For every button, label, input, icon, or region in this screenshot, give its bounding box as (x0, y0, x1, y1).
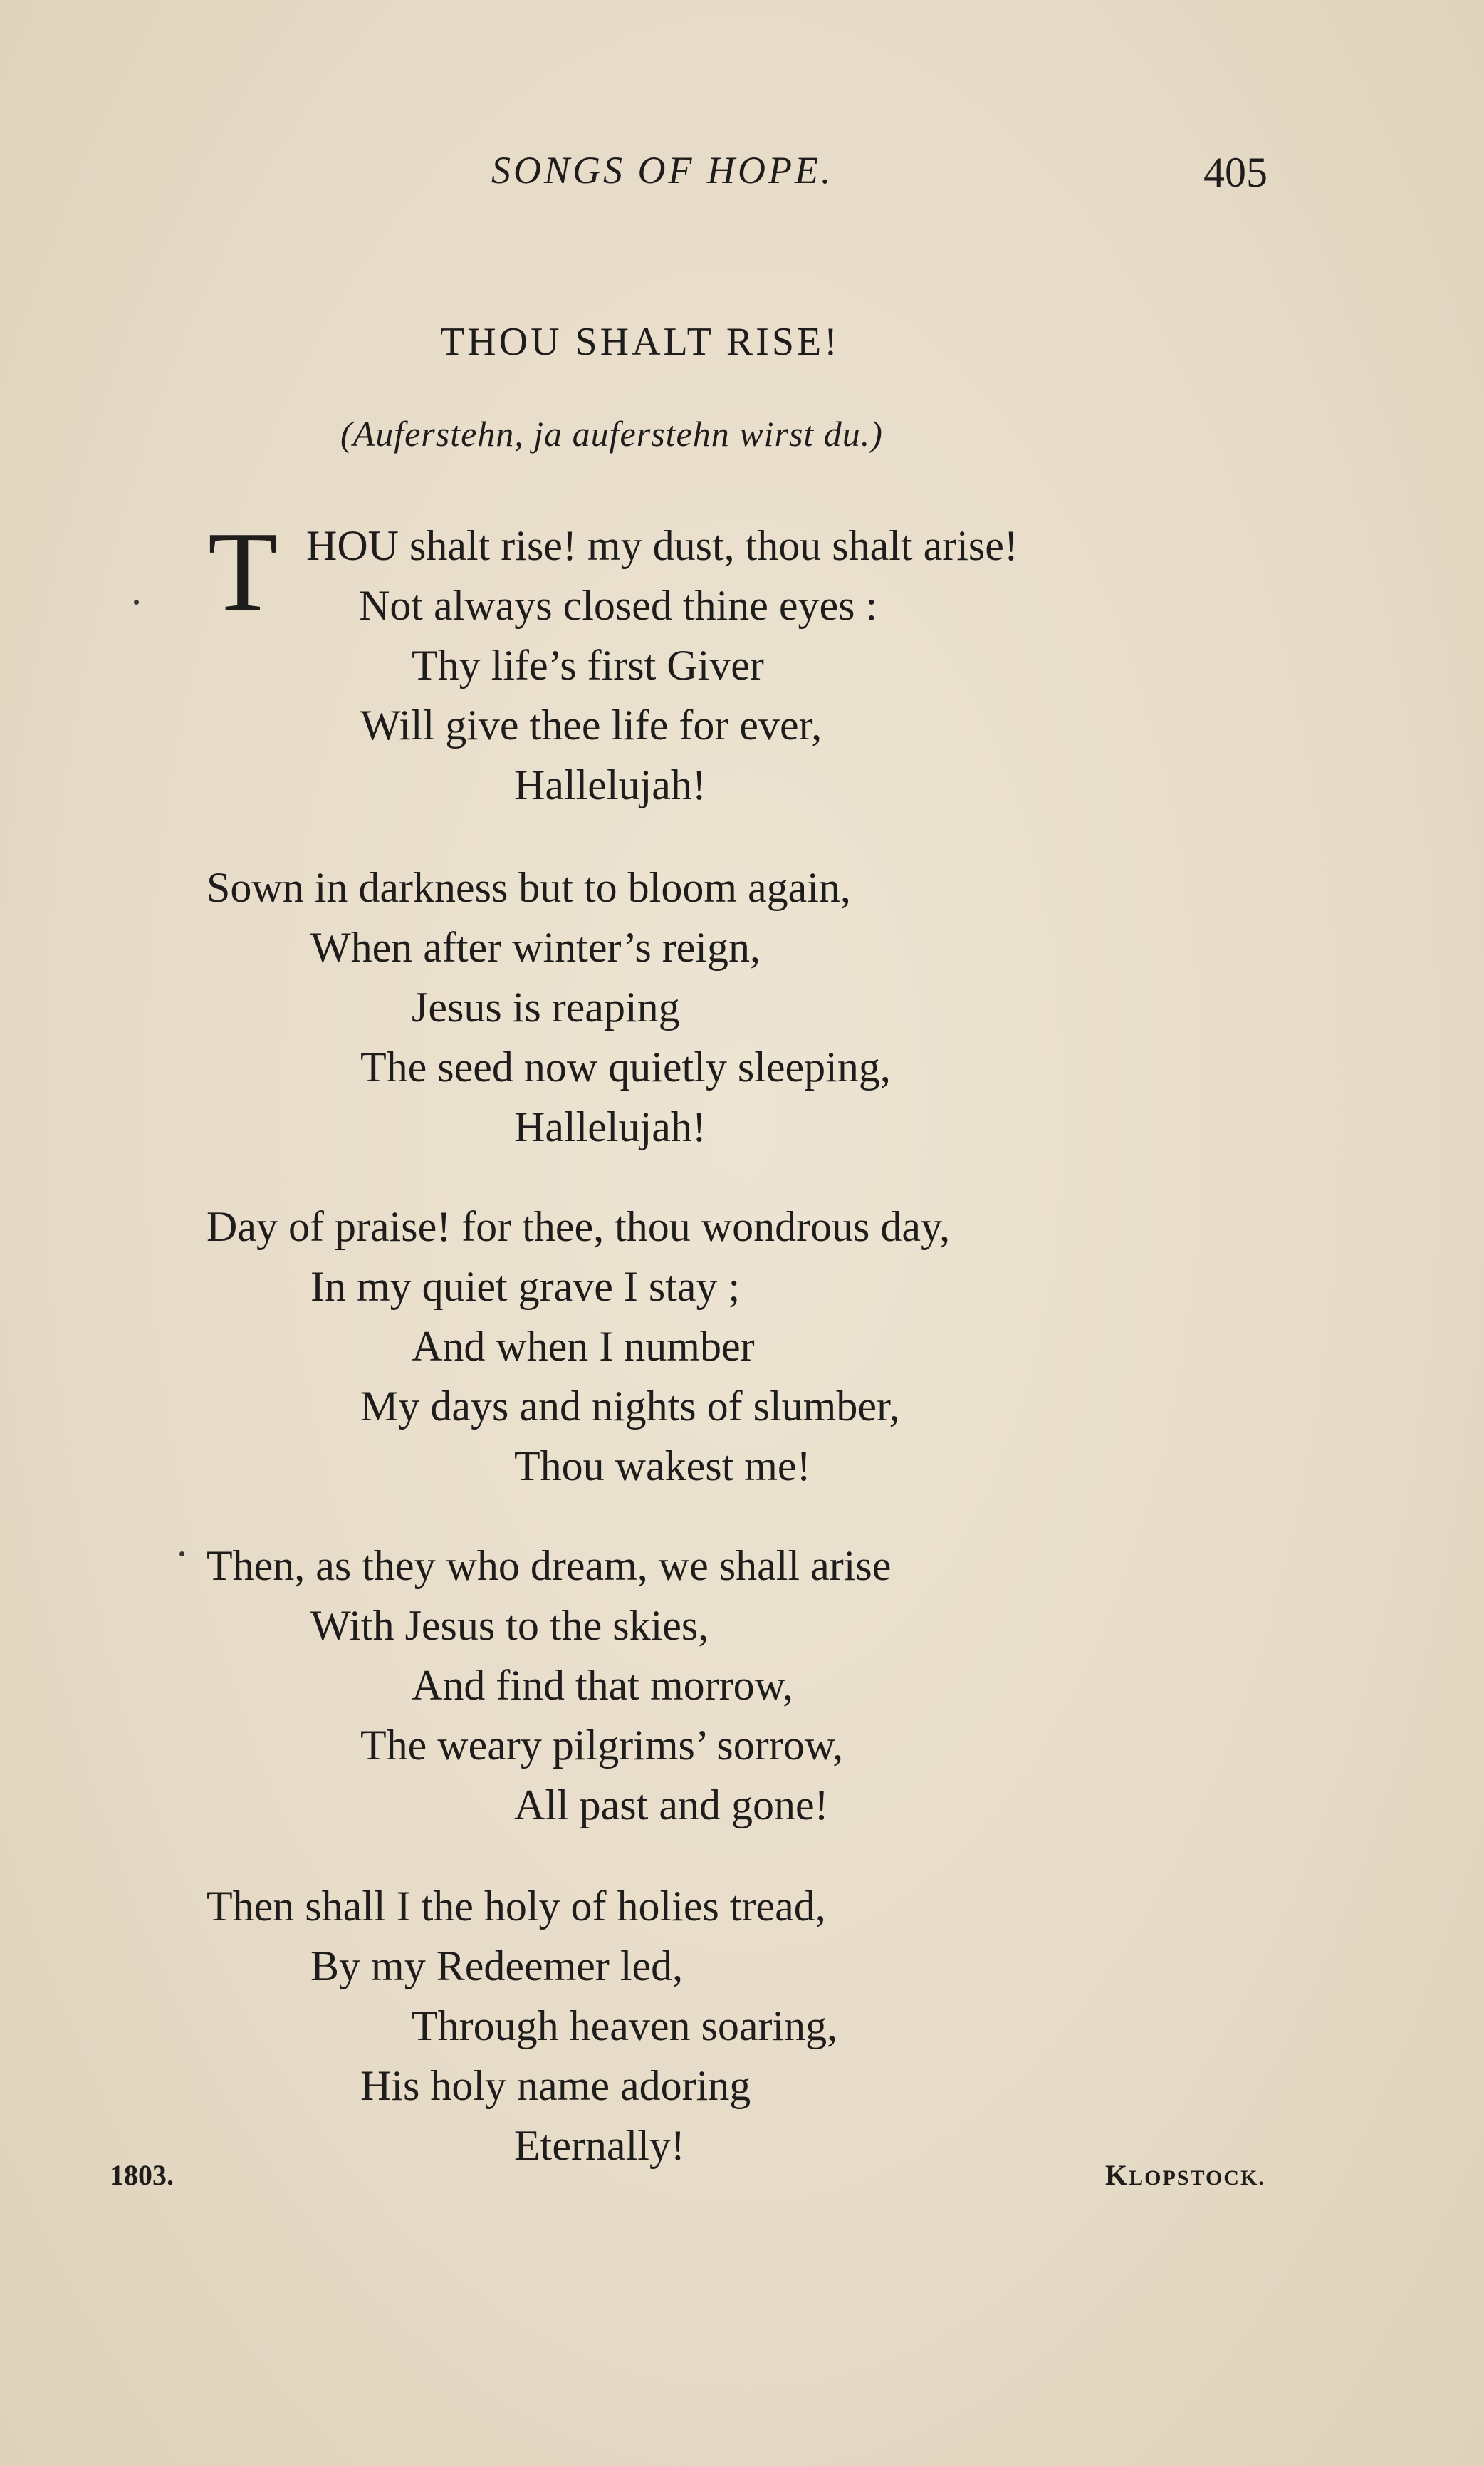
poem-line: Thy life’s first Giver (412, 642, 764, 689)
poem-line: Jesus is reaping (412, 984, 680, 1031)
poem-line: With Jesus to the skies, (310, 1602, 709, 1649)
drop-cap: T (208, 508, 278, 635)
poem-line: Then, as they who dream, we shall arise (207, 1542, 892, 1589)
poem-line: Eternally! (514, 2122, 685, 2169)
poem-title: THOU SHALT RISE! (440, 320, 840, 364)
poem-line: Hallelujah! (514, 1103, 706, 1150)
poem-line: Day of praise! for thee, thou wondrous day, (207, 1203, 951, 1250)
poem-subtitle: (Auferstehn, ja auferstehn wirst du.) (340, 414, 883, 454)
poem-line: His holy name adoring (360, 2062, 751, 2109)
poem-line: The weary pilgrims’ sorrow, (360, 1722, 844, 1769)
poem-line: Not always closed thine eyes : (359, 582, 878, 629)
running-title: SONGS OF HOPE. (491, 149, 834, 192)
poem-line: Will give thee life for ever, (360, 702, 822, 749)
print-speck (134, 600, 139, 605)
poem-line: HOU shalt rise! my dust, thou shalt arise! (306, 522, 1018, 569)
poem-line: Then shall I the holy of holies tread, (207, 1883, 826, 1930)
poem-line: Hallelujah! (514, 761, 706, 808)
poem-line: Through heaven soaring, (412, 2002, 838, 2049)
page-number: 405 (1203, 149, 1268, 196)
poem-line: Thou wakest me! (514, 1442, 811, 1489)
author-name: LOPSTOCK. (1129, 2166, 1265, 2190)
author (1105, 2158, 1265, 2192)
poem-line: The seed now quietly sleeping, (360, 1044, 891, 1091)
poem-line: In my quiet grave I stay ; (310, 1263, 741, 1310)
poem-line: All past and gone! (514, 1781, 829, 1828)
poem-line: Sown in darkness but to bloom again, (207, 864, 851, 911)
date: 1803. (110, 2159, 174, 2191)
author-initial: K (1105, 2159, 1129, 2191)
poem-line: And when I number (412, 1323, 755, 1370)
poem-line: By my Redeemer led, (310, 1942, 684, 1989)
poem-line: And find that morrow, (412, 1662, 794, 1709)
print-speck (179, 1551, 184, 1556)
poem-line: My days and nights of slumber, (360, 1383, 900, 1430)
poem-line: When after winter’s reign, (310, 924, 761, 971)
